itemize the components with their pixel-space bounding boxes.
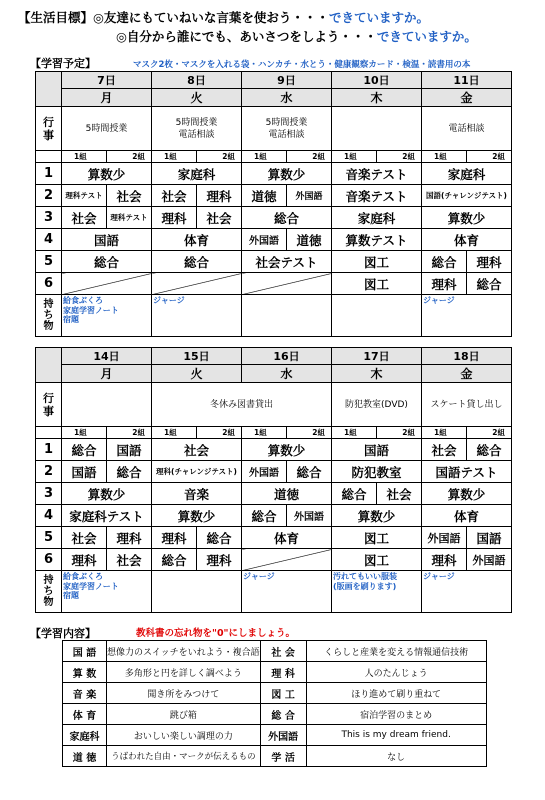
subject-label: 学 活	[260, 746, 306, 767]
subject-cell: 家庭科	[332, 207, 422, 229]
no-class-slash	[242, 549, 332, 571]
subject-content: 跳び箱	[107, 704, 261, 725]
event-cell	[332, 107, 422, 151]
date-cell: 16日	[242, 348, 332, 365]
content-title: 【学習内容】	[30, 627, 96, 640]
event-row-label: 行 事	[36, 107, 62, 151]
content-note: 教科書の忘れ物を"0"にしましょう。	[136, 628, 296, 639]
subject-cell: 道徳	[287, 229, 332, 251]
subject-cell: 理科	[62, 549, 107, 571]
subject-cell: 算数少	[242, 439, 332, 461]
subject-content: うばわれた自由・マークが伝えるもの	[107, 746, 261, 767]
period-label: 6	[36, 549, 62, 571]
items-row-label: 持 ち 物	[36, 295, 62, 337]
period-label: 1	[36, 163, 62, 185]
weekday-cell: 木	[332, 89, 422, 107]
subject-label: 理 科	[260, 662, 306, 683]
subject-cell: 外国語	[287, 185, 332, 207]
subject-cell: 総合	[467, 273, 512, 295]
subject-cell: 道徳	[242, 185, 287, 207]
subject-cell: 理科	[197, 185, 242, 207]
subject-label: 外国語	[260, 725, 306, 746]
subject-cell: 外国語	[287, 505, 332, 527]
no-class-slash	[242, 273, 332, 295]
class-1-label: 1組	[152, 151, 197, 163]
class-2-label: 2組	[377, 427, 422, 439]
event-cell: 冬休み図書貸出	[152, 383, 332, 427]
class-1-label: 1組	[62, 151, 107, 163]
items-cell: 給食ぶくろ 家庭学習ノート 宿題	[62, 571, 152, 613]
subject-cell: 国語	[62, 461, 107, 483]
subject-content: 人のたんじょう	[306, 662, 486, 683]
subject-cell: 算数少	[332, 505, 422, 527]
subject-cell: 家庭科	[152, 163, 242, 185]
subject-cell: 算数少	[152, 505, 242, 527]
subject-cell: 理科	[422, 273, 467, 295]
subject-cell: 社会	[107, 549, 152, 571]
subject-content: なし	[306, 746, 486, 767]
class-2-label: 2組	[377, 151, 422, 163]
date-cell: 9日	[242, 72, 332, 89]
subject-label: 国 語	[63, 641, 107, 662]
class-2-label: 2組	[107, 427, 152, 439]
subject-cell: 社会テスト	[242, 251, 332, 273]
no-class-slash	[62, 273, 152, 295]
subject-cell: 社会	[422, 439, 467, 461]
event-cell: 5時間授業 電話相談	[242, 107, 332, 151]
class-row-label	[36, 427, 62, 439]
period-label: 5	[36, 527, 62, 549]
subject-cell: 図工	[332, 527, 422, 549]
schedule-title: 【学習予定】	[30, 57, 96, 70]
subject-cell: 理科テスト	[107, 207, 152, 229]
subject-cell: 理科	[197, 549, 242, 571]
subject-cell: 社会	[62, 527, 107, 549]
study-content-table	[62, 640, 487, 767]
items-cell: ジャージ	[242, 571, 332, 613]
subject-cell: 理科	[422, 549, 467, 571]
class-1-label: 1組	[152, 427, 197, 439]
period-label: 3	[36, 207, 62, 229]
subject-cell: 家庭科	[422, 163, 512, 185]
subject-content: ほり進めて刷り重ねて	[306, 683, 486, 704]
subject-cell: 総合	[242, 505, 287, 527]
subject-cell: 図工	[332, 549, 422, 571]
week-1-timetable	[35, 71, 512, 337]
items-cell: 給食ぶくろ 家庭学習ノート 宿題	[62, 295, 152, 337]
subject-cell: 理科	[152, 207, 197, 229]
period-label: 4	[36, 229, 62, 251]
subject-cell: 算数少	[422, 207, 512, 229]
period-label: 2	[36, 185, 62, 207]
subject-label: 体 育	[63, 704, 107, 725]
goal-2-text: ◎自分から誰にでも、あいさつをしよう・・・	[116, 29, 377, 44]
subject-content: 聞き所をみつけて	[107, 683, 261, 704]
subject-label: 道 徳	[63, 746, 107, 767]
date-cell: 15日	[152, 348, 242, 365]
subject-cell: 社会	[377, 483, 422, 505]
subject-cell: 国語(チャレンジテスト)	[422, 185, 512, 207]
weekday-cell: 水	[242, 89, 332, 107]
event-cell: スケート貸し出し	[422, 383, 512, 427]
class-2-label: 2組	[107, 151, 152, 163]
date-cell: 17日	[332, 348, 422, 365]
subject-cell: 総合	[287, 461, 332, 483]
class-2-label: 2組	[197, 151, 242, 163]
class-2-label: 2組	[197, 427, 242, 439]
items-row-label: 持 ち 物	[36, 571, 62, 613]
goal-line-2	[18, 27, 538, 46]
subject-cell: 音楽	[152, 483, 242, 505]
subject-label: 総 合	[260, 704, 306, 725]
subject-content: くらしと産業を変える情報通信技術	[306, 641, 486, 662]
subject-cell: 体育	[242, 527, 332, 549]
date-cell: 7日	[62, 72, 152, 89]
subject-cell: 社会	[107, 185, 152, 207]
subject-cell: 総合	[62, 251, 152, 273]
subject-cell: 道徳	[242, 483, 332, 505]
subject-label: 音 楽	[63, 683, 107, 704]
preparation-list: マスク2枚・マスクを入れる袋・ハンカチ・水とう・健康観察カード・検温・読書用の本	[133, 60, 471, 70]
items-cell: ジャージ	[422, 571, 512, 613]
subject-cell: 理科(チャレンジテスト)	[152, 461, 242, 483]
subject-cell: 体育	[422, 229, 512, 251]
subject-cell: 外国語	[242, 229, 287, 251]
weekday-cell: 月	[62, 365, 152, 383]
corner-cell	[36, 348, 62, 383]
subject-cell: 国語	[332, 439, 422, 461]
date-cell: 14日	[62, 348, 152, 365]
week-2-timetable	[35, 347, 512, 613]
corner-cell	[36, 72, 62, 107]
event-cell: 電話相談	[422, 107, 512, 151]
weekday-cell: 金	[422, 89, 512, 107]
subject-cell: 社会	[197, 207, 242, 229]
subject-cell: 体育	[152, 229, 242, 251]
subject-cell: 外国語	[422, 527, 467, 549]
event-row-label: 行 事	[36, 383, 62, 427]
items-cell	[152, 571, 242, 613]
class-1-label: 1組	[332, 151, 377, 163]
subject-cell: 総合	[197, 527, 242, 549]
subject-cell: 国語	[467, 527, 512, 549]
subject-content: 宿泊学習のまとめ	[306, 704, 486, 725]
subject-cell: 外国語	[467, 549, 512, 571]
period-label: 2	[36, 461, 62, 483]
subject-label: 社 会	[260, 641, 306, 662]
class-row-label	[36, 151, 62, 163]
subject-cell: 総合	[152, 251, 242, 273]
items-cell: ジャージ	[152, 295, 242, 337]
subject-label: 図 工	[260, 683, 306, 704]
subject-cell: 総合	[152, 549, 197, 571]
subject-cell: 社会	[152, 439, 242, 461]
date-cell: 10日	[332, 72, 422, 89]
subject-cell: 理科	[107, 527, 152, 549]
date-cell: 18日	[422, 348, 512, 365]
event-cell: 防犯教室(DVD)	[332, 383, 422, 427]
period-label: 6	[36, 273, 62, 295]
subject-cell: 総合	[107, 461, 152, 483]
subject-cell: 算数少	[422, 483, 512, 505]
weekday-cell: 金	[422, 365, 512, 383]
subject-cell: 国語	[107, 439, 152, 461]
period-label: 1	[36, 439, 62, 461]
subject-cell: 外国語	[242, 461, 287, 483]
subject-cell: 体育	[422, 505, 512, 527]
subject-cell: 理科テスト	[62, 185, 107, 207]
class-1-label: 1組	[332, 427, 377, 439]
subject-cell: 家庭科テスト	[62, 505, 152, 527]
items-cell: 汚れてもいい服装 (版画を刷ります)	[332, 571, 422, 613]
subject-cell: 理科	[467, 251, 512, 273]
subject-cell: 国語テスト	[422, 461, 512, 483]
subject-cell: 総合	[422, 251, 467, 273]
period-label: 3	[36, 483, 62, 505]
date-cell: 11日	[422, 72, 512, 89]
goal-1-text: ◎友達にもていねいな言葉を使おう・・・	[93, 10, 329, 25]
subject-content: おいしい楽しい調理の力	[107, 725, 261, 746]
subject-cell: 図工	[332, 251, 422, 273]
items-cell	[242, 295, 332, 337]
class-1-label: 1組	[242, 151, 287, 163]
event-cell: 5時間授業 電話相談	[152, 107, 242, 151]
subject-label: 家庭科	[63, 725, 107, 746]
subject-cell: 総合	[332, 483, 377, 505]
subject-content: 多角形と円を詳しく調べよう	[107, 662, 261, 683]
subject-cell: 社会	[62, 207, 107, 229]
subject-label: 算 数	[63, 662, 107, 683]
event-cell: 5時間授業	[62, 107, 152, 151]
class-2-label: 2組	[287, 151, 332, 163]
class-2-label: 2組	[287, 427, 332, 439]
subject-cell: 図工	[332, 273, 422, 295]
weekday-cell: 月	[62, 89, 152, 107]
subject-cell: 社会	[152, 185, 197, 207]
period-label: 4	[36, 505, 62, 527]
subject-cell: 算数テスト	[332, 229, 422, 251]
items-cell: ジャージ	[422, 295, 512, 337]
class-2-label: 2組	[467, 427, 512, 439]
subject-cell: 国語	[62, 229, 152, 251]
subject-cell: 算数少	[242, 163, 332, 185]
period-label: 5	[36, 251, 62, 273]
subject-cell: 総合	[62, 439, 107, 461]
subject-cell: 総合	[467, 439, 512, 461]
subject-content: 想像力のスイッチをいれよう・複合語	[107, 641, 261, 662]
subject-cell: 算数少	[62, 483, 152, 505]
life-goals	[18, 8, 538, 46]
goal-line-1	[18, 8, 538, 27]
subject-cell: 音楽テスト	[332, 163, 422, 185]
class-1-label: 1組	[422, 427, 467, 439]
weekday-cell: 水	[242, 365, 332, 383]
class-2-label: 2組	[467, 151, 512, 163]
items-cell	[332, 295, 422, 337]
subject-cell: 総合	[242, 207, 332, 229]
class-1-label: 1組	[242, 427, 287, 439]
subject-content: This is my dream friend.	[306, 725, 486, 746]
class-1-label: 1組	[422, 151, 467, 163]
subject-cell: 理科	[152, 527, 197, 549]
weekday-cell: 火	[152, 365, 242, 383]
goal-1-check: できていますか。	[328, 10, 429, 25]
goals-title: 【生活目標】	[18, 10, 94, 25]
no-class-slash	[152, 273, 242, 295]
class-1-label: 1組	[62, 427, 107, 439]
subject-cell: 防犯教室	[332, 461, 422, 483]
goal-2-check: できていますか。	[376, 29, 477, 44]
event-cell	[62, 383, 152, 427]
subject-cell: 音楽テスト	[332, 185, 422, 207]
weekday-cell: 木	[332, 365, 422, 383]
date-cell: 8日	[152, 72, 242, 89]
weekday-cell: 火	[152, 89, 242, 107]
subject-cell: 算数少	[62, 163, 152, 185]
